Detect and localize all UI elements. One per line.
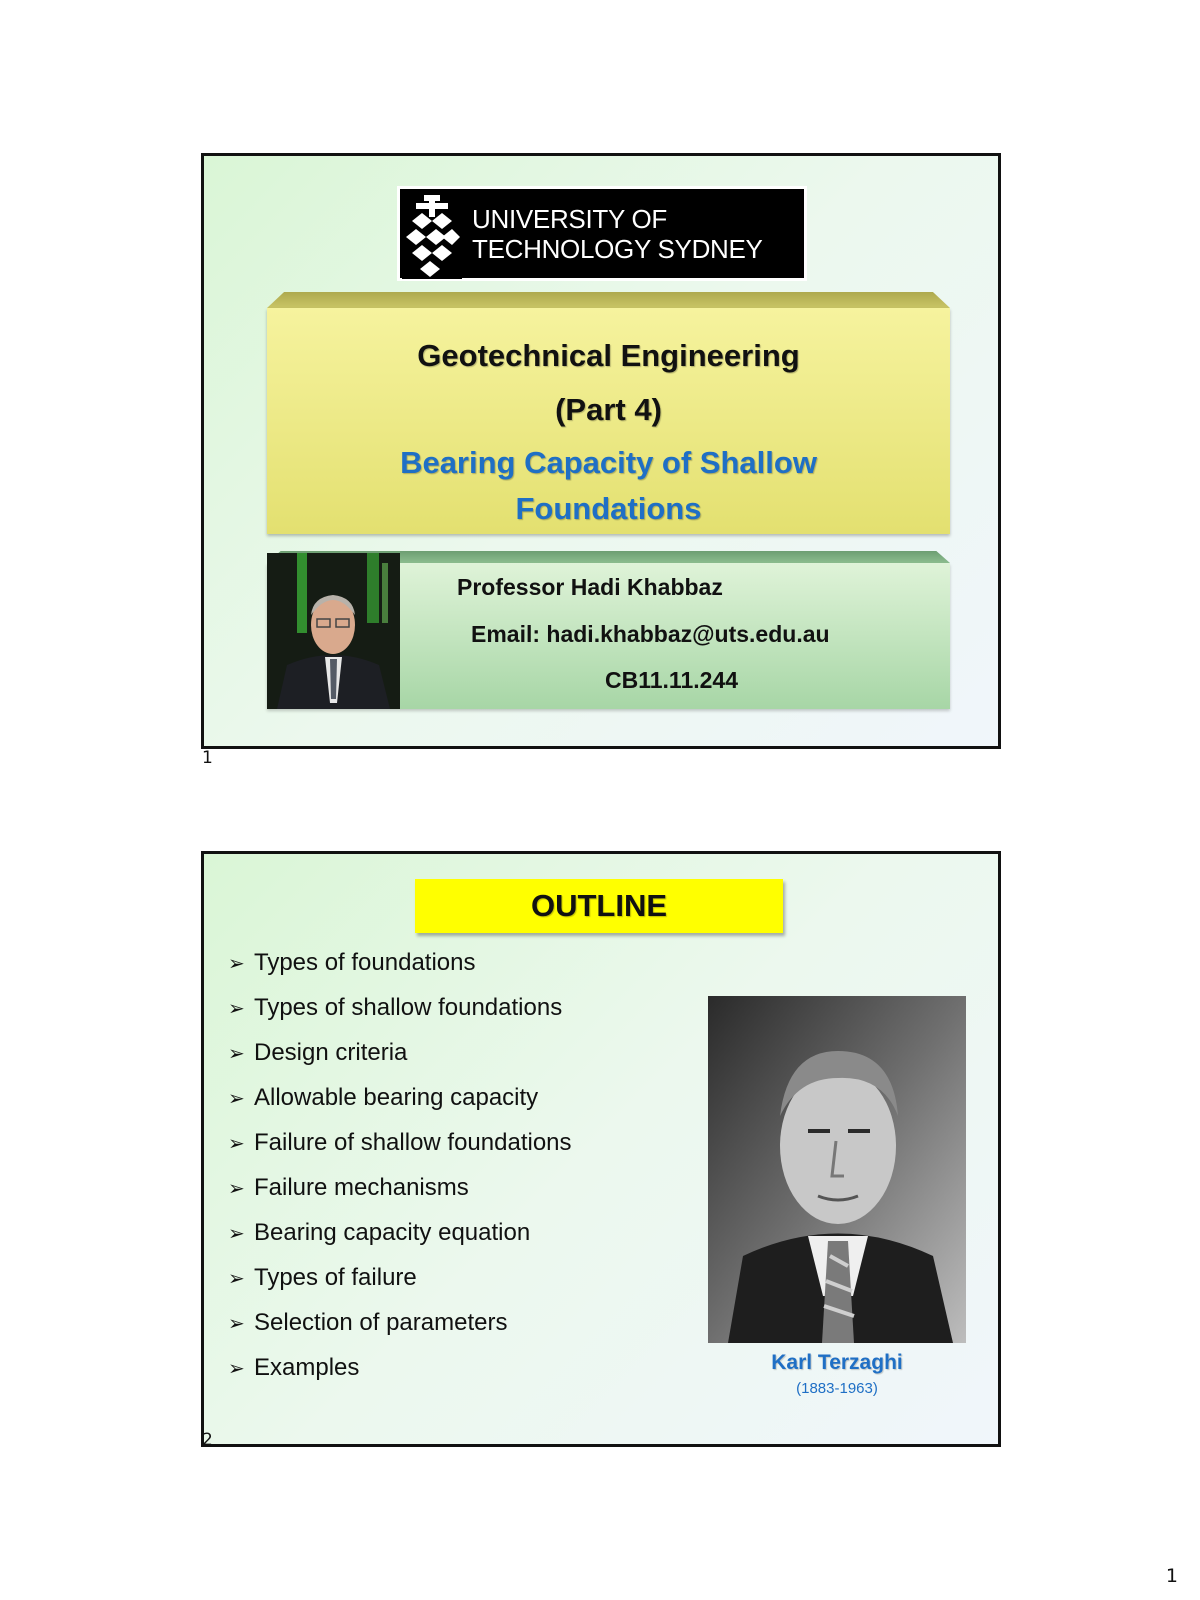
- photo-caption-name: Karl Terzaghi: [771, 1351, 903, 1374]
- course-part: (Part 4): [555, 392, 662, 427]
- list-item: ➢ Examples: [228, 1354, 360, 1381]
- presenter-info-box: [267, 563, 950, 709]
- arrow-bullet-icon: ➢: [228, 1178, 245, 1200]
- terzaghi-photo: [708, 996, 966, 1343]
- logo-line-2: TECHNOLOGY SYDNEY: [472, 234, 763, 264]
- list-item: ➢ Types of shallow foundations: [228, 994, 563, 1021]
- presenter-room: CB11.11.244: [605, 667, 739, 693]
- presenter-name: Professor Hadi Khabbaz: [457, 574, 723, 600]
- arrow-bullet-icon: ➢: [228, 1088, 245, 1110]
- list-item: ➢ Types of foundations: [228, 949, 476, 976]
- arrow-bullet-icon: ➢: [228, 953, 245, 975]
- logo-text: [472, 204, 763, 264]
- arrow-bullet-icon: ➢: [228, 1223, 245, 1245]
- arrow-bullet-icon: ➢: [228, 1313, 245, 1335]
- document-page-number: 1: [1165, 1565, 1178, 1587]
- list-item: ➢ Bearing capacity equation: [228, 1219, 531, 1246]
- list-item: ➢ Failure of shallow foundations: [228, 1129, 572, 1156]
- arrow-bullet-icon: ➢: [228, 1133, 245, 1155]
- logo-line-1: UNIVERSITY OF: [472, 204, 667, 234]
- outline-list: [228, 949, 572, 1399]
- terzaghi-portrait-icon: [708, 996, 966, 1343]
- presenter-email: Email: hadi.khabbaz@uts.edu.au: [471, 621, 830, 647]
- arrow-bullet-icon: ➢: [228, 1358, 245, 1380]
- presenter-photo: [267, 553, 400, 709]
- arrow-bullet-icon: ➢: [228, 998, 245, 1020]
- slide-2: [201, 851, 1001, 1447]
- list-item: ➢ Types of failure: [228, 1264, 417, 1291]
- slide-2-label: 2: [202, 1430, 213, 1450]
- photo-caption-years: (1883-1963): [796, 1380, 878, 1397]
- list-item: ➢ Design criteria: [228, 1039, 408, 1066]
- list-item: ➢ Failure mechanisms: [228, 1174, 469, 1201]
- arrow-bullet-icon: ➢: [228, 1043, 245, 1065]
- course-title: Geotechnical Engineering: [417, 338, 800, 373]
- arrow-bullet-icon: ➢: [228, 1268, 245, 1290]
- lecture-subtitle: Bearing Capacity of Shallow Foundations: [400, 445, 817, 526]
- title-box-bevel: [267, 292, 950, 308]
- slide-1: [201, 153, 1001, 749]
- uts-logo: [397, 186, 807, 281]
- title-box: [267, 308, 950, 534]
- slide-1-label: 1: [202, 748, 213, 768]
- outline-heading: OUTLINE: [415, 879, 783, 933]
- list-item: ➢ Selection of parameters: [228, 1309, 508, 1336]
- list-item: ➢ Allowable bearing capacity: [228, 1084, 539, 1111]
- uts-logo-mark-icon: [402, 191, 462, 279]
- presenter-portrait-icon: [267, 553, 400, 709]
